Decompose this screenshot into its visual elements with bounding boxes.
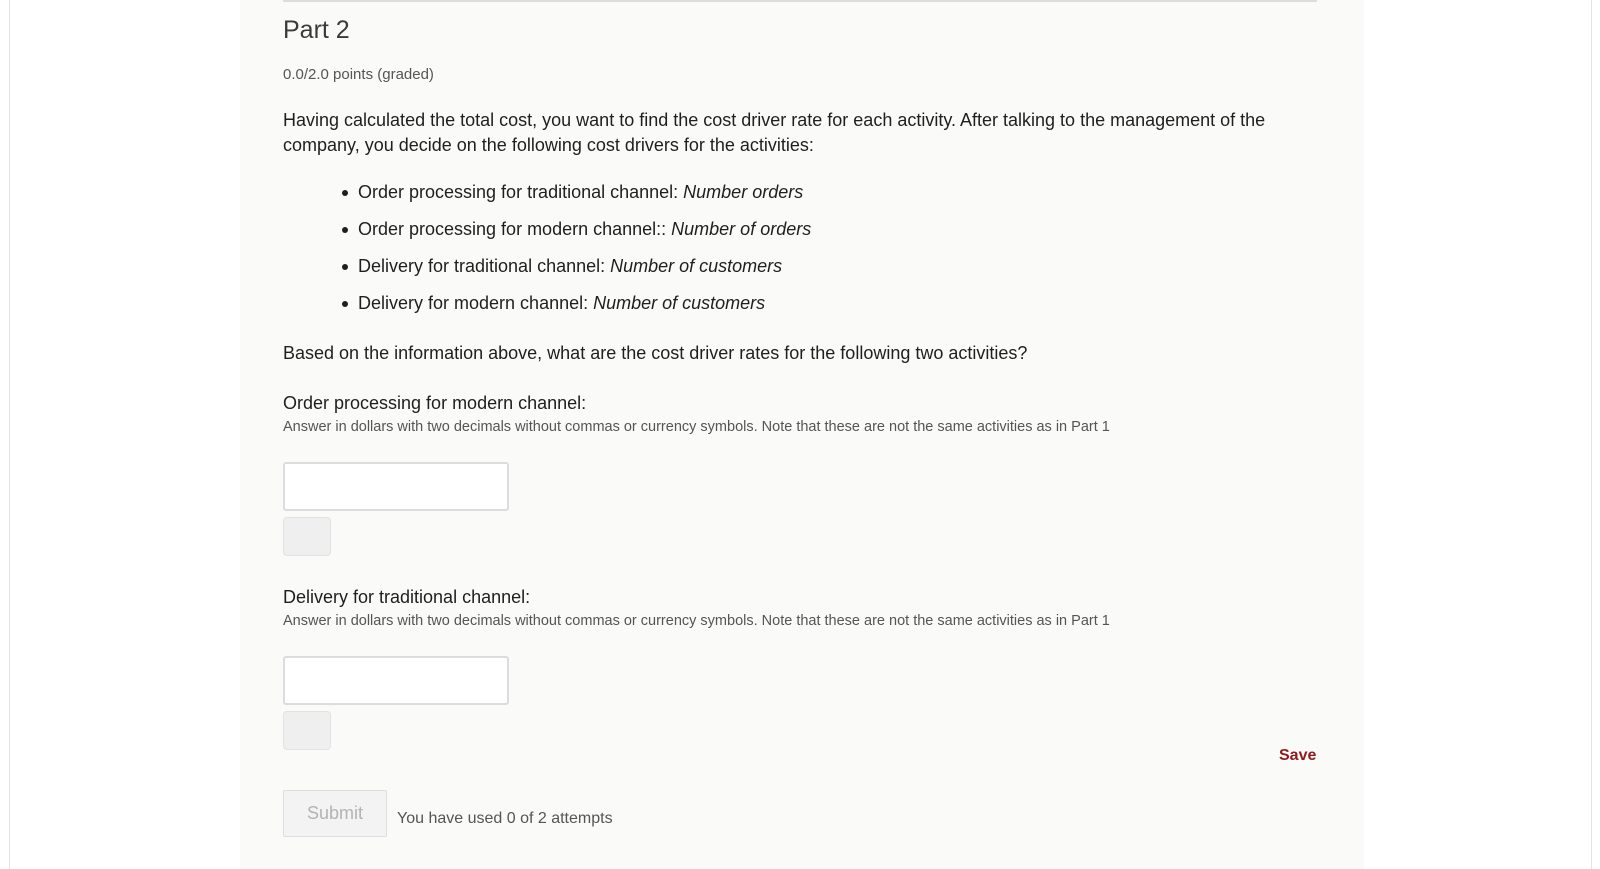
order-processing-input[interactable] — [283, 462, 509, 511]
points-status: 0.0/2.0 points (graded) — [283, 66, 434, 83]
field-hint: Answer in dollars with two decimals without commas or currency symbols. Note that these are not the same activities as in Part 1 — [283, 613, 1110, 629]
list-item — [340, 217, 811, 254]
answer-field-order-processing — [283, 392, 1323, 436]
activity-text: Delivery for modern channel: — [358, 293, 594, 313]
list-item — [340, 180, 811, 217]
question-text: Based on the information above, what are the cost driver rates for the following two activities? — [283, 343, 1028, 363]
delivery-input[interactable] — [283, 656, 509, 705]
top-divider — [283, 0, 1317, 2]
driver-text: Number of customers — [610, 256, 783, 276]
activity-text: Delivery for traditional channel: — [358, 256, 611, 276]
cost-driver-list — [340, 180, 811, 328]
attempts-counter: You have used 0 of 2 attempts — [397, 810, 613, 827]
submit-button[interactable]: Submit — [283, 790, 387, 837]
activity-text: Order processing for modern channel:: — [358, 219, 672, 239]
list-item — [340, 291, 811, 328]
driver-text: Number of customers — [593, 293, 766, 313]
list-item — [340, 254, 811, 291]
problem-intro: Having calculated the total cost, you want to find the cost driver rate for each activity. After talking to the management of the company, you decide on the following cost drivers for the activities: — [283, 110, 1266, 155]
answer-status-indicator — [283, 711, 331, 750]
answer-field-delivery — [283, 586, 1323, 630]
field-label: Delivery for traditional channel: — [283, 587, 531, 607]
save-button[interactable]: Save — [1279, 747, 1317, 764]
field-hint: Answer in dollars with two decimals without commas or currency symbols. Note that these are not the same activities as in Part 1 — [283, 419, 1110, 435]
activity-text: Order processing for traditional channel: — [358, 182, 684, 202]
driver-text: Number orders — [683, 182, 804, 202]
part-title: Part 2 — [283, 16, 350, 44]
field-label: Order processing for modern channel: — [283, 393, 587, 413]
driver-text: Number of orders — [671, 219, 812, 239]
answer-status-indicator — [283, 517, 331, 556]
